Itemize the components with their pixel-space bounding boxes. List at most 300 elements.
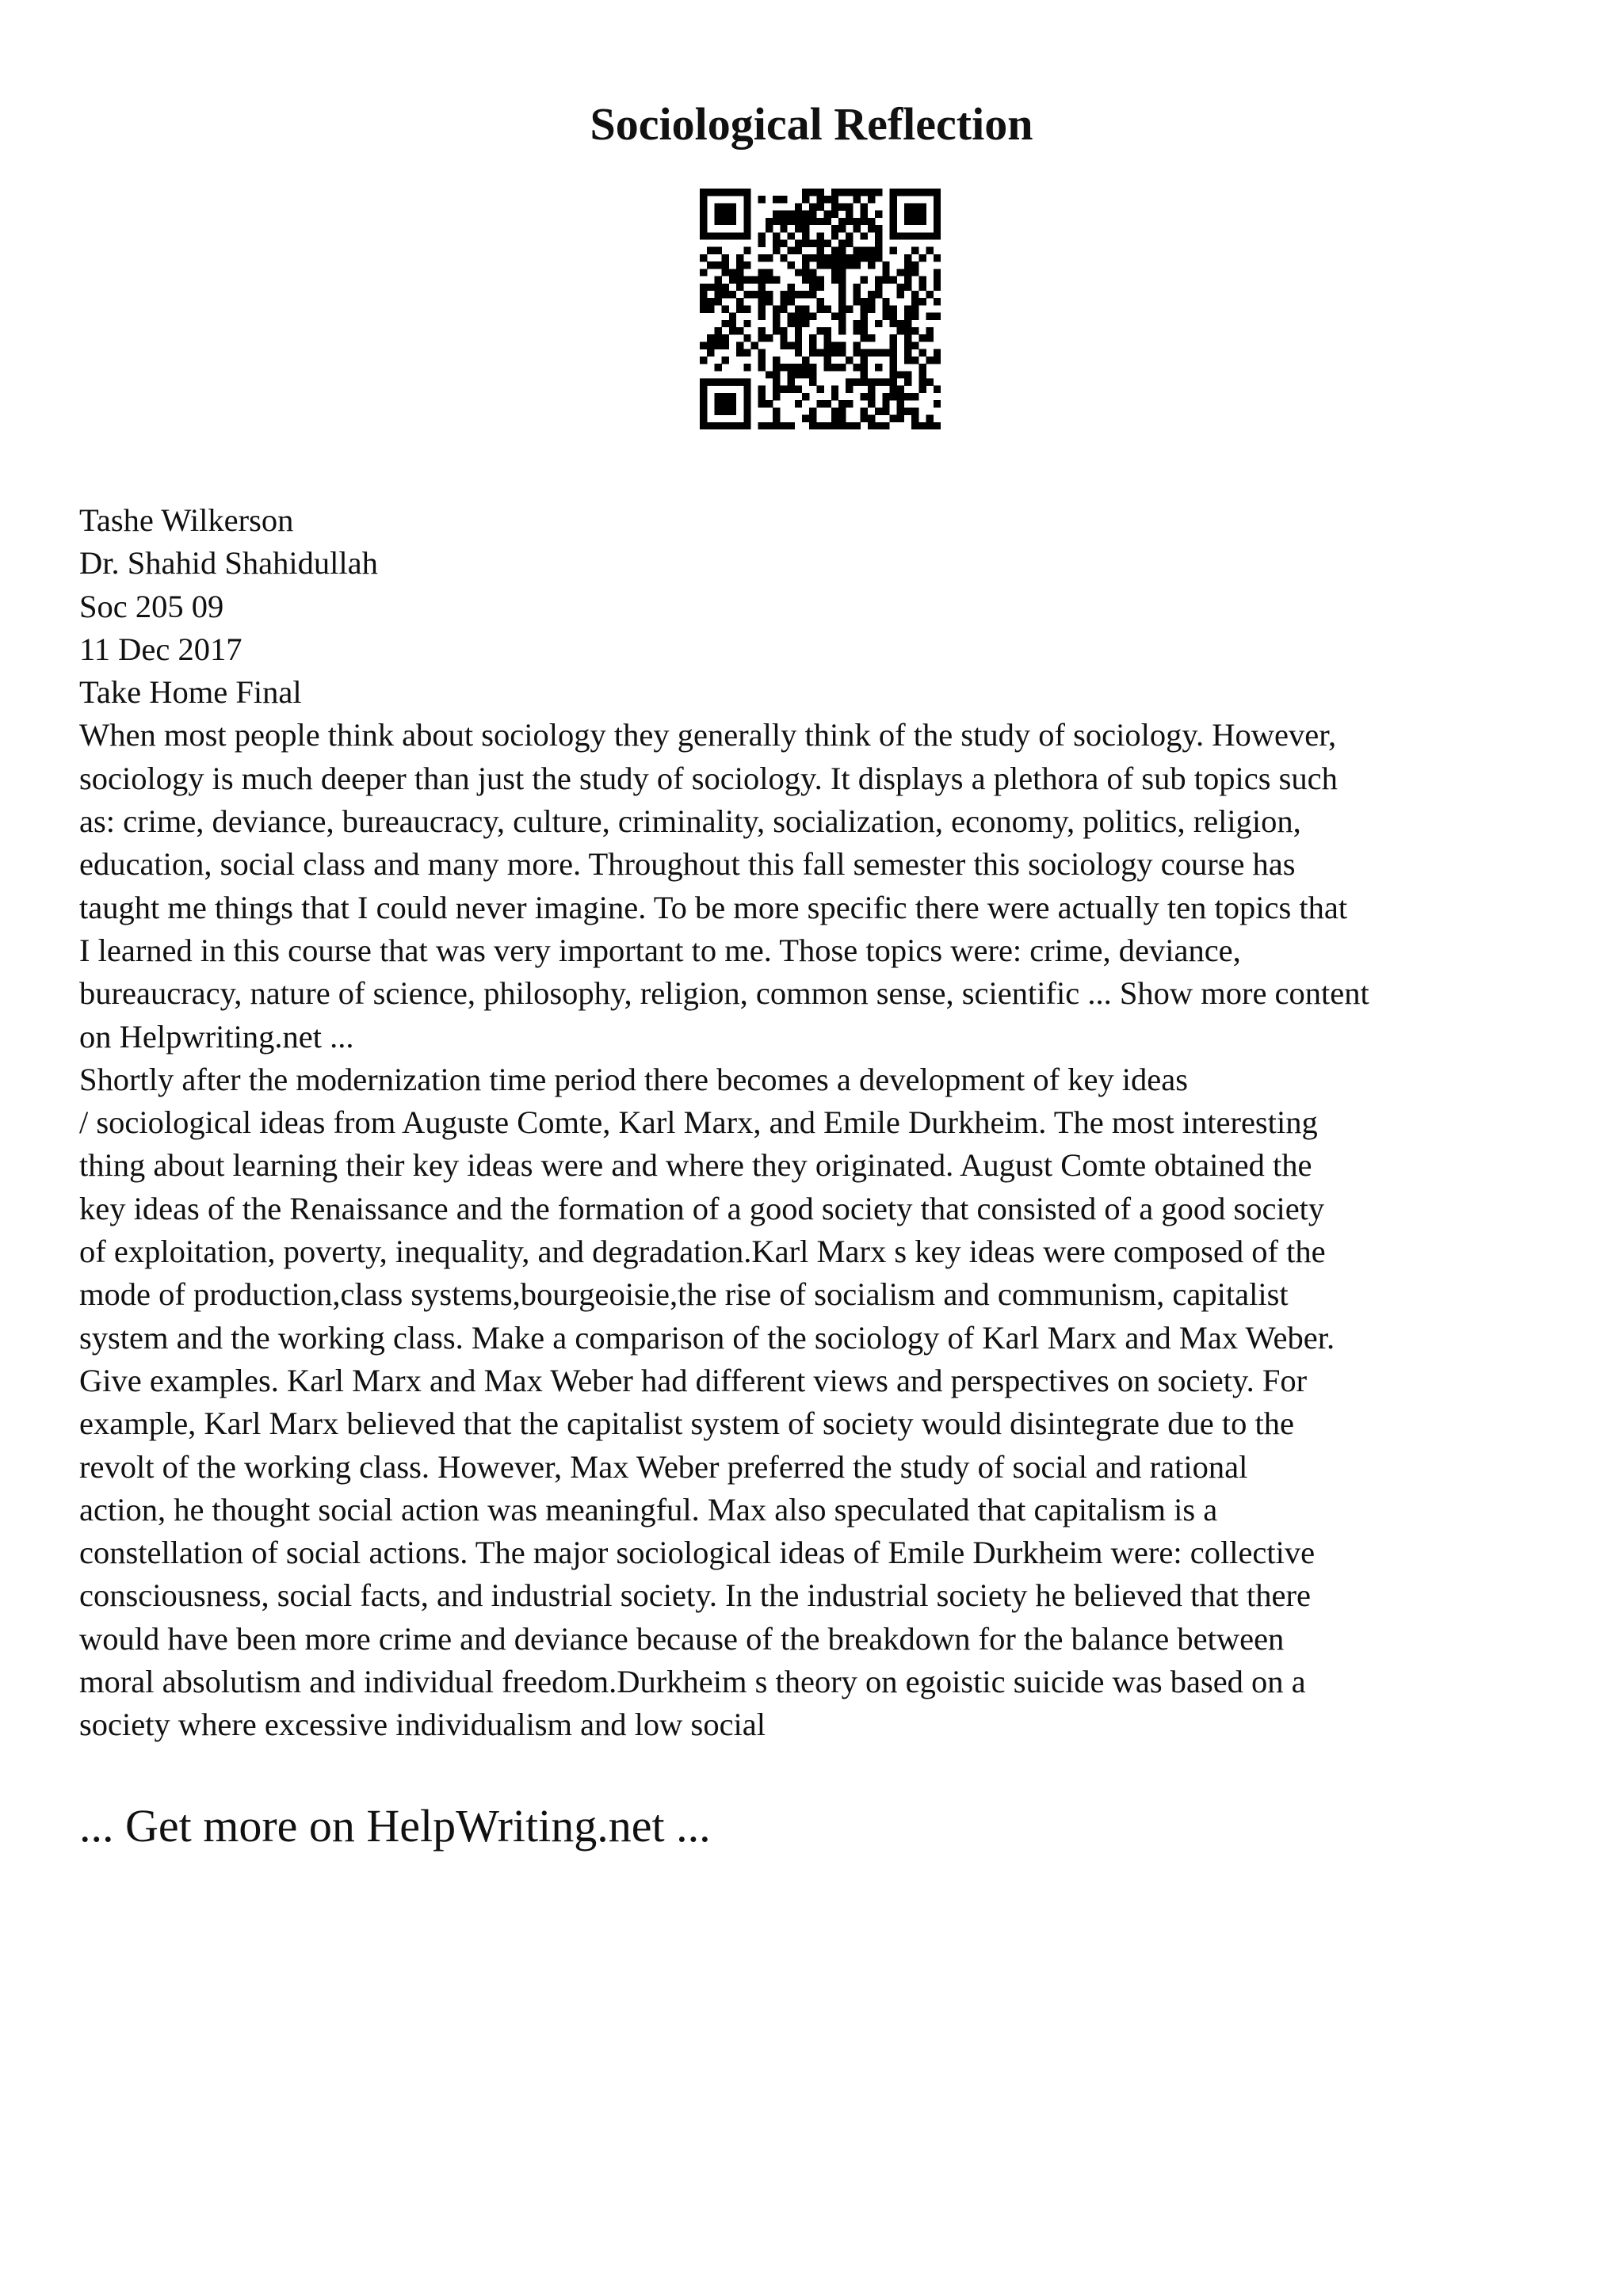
qr-module [729,269,736,276]
qr-module [838,305,846,312]
qr-module [714,400,721,407]
qr-module [816,196,823,203]
qr-module [926,357,934,364]
qr-module [758,313,766,320]
qr-module [729,393,736,400]
qr-module [831,196,838,203]
qr-module [707,305,714,312]
qr-module [743,334,750,341]
qr-module [802,313,809,320]
qr-module [795,247,802,254]
qr-module [838,277,846,284]
qr-module [934,225,941,232]
qr-module [918,386,926,393]
qr-module [882,313,889,320]
qr-module [736,269,743,276]
qr-module [780,341,787,349]
qr-module [758,277,766,284]
qr-module [788,218,795,225]
qr-module [853,218,860,225]
qr-module [911,203,918,210]
qr-module [758,357,766,364]
qr-module [882,407,889,414]
qr-module [861,415,868,422]
qr-module [736,254,743,261]
qr-module [722,261,729,269]
qr-module [795,320,802,327]
qr-module [897,320,904,327]
qr-module [758,298,766,305]
qr-module [700,407,707,414]
qr-module [926,327,934,334]
qr-module [831,225,838,232]
qr-module [904,379,911,386]
qr-module [788,379,795,386]
qr-module [707,349,714,357]
qr-module [714,277,721,284]
show-more-link[interactable]: ... Show more content [1087,975,1369,1012]
qr-module [838,291,846,298]
qr-module [861,298,868,305]
qr-module [802,357,809,364]
qr-module [714,291,721,298]
qr-module [802,254,809,261]
paragraph-2-line: / sociological ideas from Auguste Comte, Karl Marx, and Emile Durkheim. The most interesting [79,1104,1318,1141]
qr-module [934,277,941,284]
qr-module [926,247,934,254]
qr-module [700,379,707,386]
qr-module [911,291,918,298]
qr-module [788,320,795,327]
qr-module [773,386,780,393]
qr-module [773,277,780,284]
qr-module [788,371,795,378]
qr-module [758,232,766,239]
qr-module [861,371,868,378]
qr-module [831,422,838,429]
qr-module [809,422,816,429]
qr-module [766,400,773,407]
qr-module [831,203,838,210]
qr-module [882,422,889,429]
qr-module [809,313,816,320]
qr-module [853,379,860,386]
qr-module [853,364,860,371]
qr-module [743,203,750,210]
qr-module [758,327,766,334]
qr-module [897,371,904,378]
qr-module [816,305,823,312]
qr-module [788,386,795,393]
qr-module [802,320,809,327]
qr-module [743,407,750,414]
qr-module [729,203,736,210]
document-title: Sociological Reflection [590,98,1033,150]
paragraph-2-line: action, he thought social action was meaningful. Max also speculated that capitalism is a [79,1491,1218,1527]
qr-module [707,379,714,386]
qr-module [882,269,889,276]
qr-module [824,305,831,312]
qr-module [802,196,809,203]
qr-module [700,415,707,422]
qr-module [890,189,897,196]
qr-module [780,254,787,261]
qr-module [875,364,882,371]
qr-module [816,261,823,269]
qr-module [868,254,875,261]
qr-module [766,225,773,232]
qr-module [809,189,816,196]
qr-module [846,379,853,386]
qr-module [853,341,860,349]
qr-module [795,269,802,276]
qr-module [824,357,831,364]
qr-module [882,298,889,305]
qr-module [780,211,787,218]
qr-module [758,284,766,291]
qr-module [918,189,926,196]
qr-module [904,218,911,225]
qr-module [736,327,743,334]
qr-module [868,386,875,393]
qr-module [904,407,911,414]
qr-module [802,189,809,196]
qr-module [743,379,750,386]
paragraph-2-line: society where excessive individualism and low social [79,1707,766,1743]
qr-module [838,239,846,246]
qr-module [831,313,838,320]
qr-module [809,218,816,225]
qr-module [729,313,736,320]
qr-module [897,415,904,422]
qr-module [824,254,831,261]
qr-module [816,218,823,225]
qr-module [918,298,926,305]
qr-module [700,357,707,364]
qr-module [853,189,860,196]
qr-module [890,334,897,341]
qr-module [918,254,926,261]
qr-module [758,196,766,203]
qr-module [838,298,846,305]
qr-module [926,291,934,298]
qr-module [700,400,707,407]
qr-module [816,298,823,305]
qr-module [736,305,743,312]
paragraph-2-line: moral absolutism and individual freedom.Durkheim s theory on egoistic suicide was based on a [79,1664,1306,1700]
qr-module [911,189,918,196]
qr-module [795,349,802,357]
qr-module [788,422,795,429]
qr-module [780,291,787,298]
qr-module [773,364,780,371]
qr-module [853,254,860,261]
qr-module [722,379,729,386]
qr-module [766,334,773,341]
qr-module [853,247,860,254]
qr-module [758,239,766,246]
qr-module [838,218,846,225]
qr-module [934,189,941,196]
paragraph-2-line: Shortly after the modernization time period there becomes a development of key ideas [79,1061,1189,1097]
qr-module [890,371,897,378]
qr-module [831,349,838,357]
qr-module [816,203,823,210]
qr-module [831,247,838,254]
qr-module [904,203,911,210]
qr-module [780,364,787,371]
qr-module [934,218,941,225]
qr-module [918,277,926,284]
qr-module [911,232,918,239]
qr-module [714,247,721,254]
qr-module [809,379,816,386]
qr-module [846,203,853,210]
qr-module [816,254,823,261]
qr-module [918,422,926,429]
qr-module [861,203,868,210]
qr-module [773,247,780,254]
qr-module [700,203,707,210]
qr-module [722,254,729,261]
qr-module [802,277,809,284]
qr-module [758,254,766,261]
qr-module [904,261,911,269]
qr-module [934,357,941,364]
qr-module [831,277,838,284]
qr-module [802,364,809,371]
qr-module [816,386,823,393]
paragraph-1-line: as: crime, deviance, bureaucracy, culture, criminality, socialization, economy, politics, religion, [79,803,1301,840]
qr-module [780,334,787,341]
qr-module [904,254,911,261]
qr-module [802,415,809,422]
qr-module [736,232,743,239]
qr-module [750,341,758,349]
qr-module [838,247,846,254]
qr-module [773,379,780,386]
qr-module [758,422,766,429]
qr-module [838,254,846,261]
qr-module [868,422,875,429]
qr-module [816,232,823,239]
qr-module [831,189,838,196]
qr-module [853,422,860,429]
qr-module [824,400,831,407]
qr-module [846,239,853,246]
qr-module [838,269,846,276]
qr-module [911,393,918,400]
qr-module [875,211,882,218]
qr-module [700,386,707,393]
qr-module [846,232,853,239]
paragraph-1-line-text: bureaucracy, nature of science, philosophy, religion, common sense, scientific [79,975,1080,1012]
qr-module [707,284,714,291]
qr-module [729,407,736,414]
qr-module [897,386,904,393]
qr-module [743,261,750,269]
qr-module [766,422,773,429]
qr-module [722,357,729,364]
qr-module [875,320,882,327]
qr-module [853,327,860,334]
qr-module [743,386,750,393]
qr-module [934,400,941,407]
qr-module [788,211,795,218]
qr-module [743,422,750,429]
get-more-link[interactable]: ... Get more on HelpWriting.net ... [79,1800,711,1852]
qr-module [875,407,882,414]
qr-module [809,203,816,210]
qr-module [773,196,780,203]
qr-module [875,232,882,239]
qr-module [831,386,838,393]
qr-module [882,400,889,407]
qr-module [846,400,853,407]
qr-module [824,364,831,371]
qr-module [773,371,780,378]
qr-module [853,349,860,357]
qr-module [934,232,941,239]
qr-module [824,211,831,218]
qr-module [729,320,736,327]
qr-module [795,313,802,320]
qr-module [736,189,743,196]
qr-module [934,269,941,276]
qr-module [926,313,934,320]
qr-module [890,218,897,225]
qr-module [831,393,838,400]
qr-module [780,239,787,246]
qr-module [788,291,795,298]
qr-module [904,211,911,218]
qr-module [897,232,904,239]
qr-module [926,379,934,386]
qr-module [729,422,736,429]
qr-module [714,341,721,349]
qr-module [838,284,846,291]
qr-module [824,422,831,429]
document-body [79,499,1569,1747]
qr-module [838,341,846,349]
qr-module [780,298,787,305]
qr-module [904,305,911,312]
qr-module [890,277,897,284]
qr-module [773,313,780,320]
paragraph-2-line: consciousness, social facts, and industrial society. In the industrial society he believed that there [79,1577,1311,1614]
qr-module [911,341,918,349]
qr-module [714,393,721,400]
qr-module [868,400,875,407]
qr-module [868,379,875,386]
qr-module [743,320,750,327]
qr-module [890,203,897,210]
qr-module [743,305,750,312]
qr-module [868,291,875,298]
qr-module [824,334,831,341]
qr-module [707,247,714,254]
qr-module [809,415,816,422]
qr-module [882,305,889,312]
qr-code[interactable] [700,189,941,429]
qr-module [722,393,729,400]
qr-module [875,254,882,261]
qr-module [809,364,816,371]
qr-module [722,284,729,291]
qr-module [904,327,911,334]
qr-module [714,211,721,218]
qr-module [838,349,846,357]
qr-module [846,357,853,364]
qr-module [934,298,941,305]
qr-module [904,393,911,400]
qr-module [853,320,860,327]
qr-module [831,232,838,239]
qr-module [795,225,802,232]
qr-module [780,225,787,232]
qr-module [838,415,846,422]
paragraph-1-line: education, social class and many more. Throughout this fall semester this sociology course has [79,846,1296,883]
qr-module [722,189,729,196]
qr-module [707,298,714,305]
qr-module [897,269,904,276]
qr-module [766,291,773,298]
qr-module [788,261,795,269]
qr-module [897,327,904,334]
qr-module [795,364,802,371]
qr-module [861,313,868,320]
qr-module [816,349,823,357]
show-more-link-continued[interactable]: on Helpwriting.net ... [79,1018,354,1055]
paragraph-2-line: Give examples. Karl Marx and Max Weber had different views and perspectives on society. For [79,1362,1308,1398]
qr-module [824,341,831,349]
qr-module [934,254,941,261]
qr-module [788,341,795,349]
qr-module [926,422,934,429]
qr-module [758,400,766,407]
qr-module [890,349,897,357]
qr-module [868,196,875,203]
qr-module [736,298,743,305]
qr-module [743,400,750,407]
qr-module [802,305,809,312]
qr-module [773,407,780,414]
qr-module [838,364,846,371]
qr-module [758,393,766,400]
qr-module [722,400,729,407]
qr-module [918,211,926,218]
qr-module [773,320,780,327]
qr-module [897,393,904,400]
qr-module [838,261,846,269]
qr-module [809,239,816,246]
qr-module [904,269,911,276]
qr-module [890,225,897,232]
qr-module [773,422,780,429]
qr-module [838,400,846,407]
qr-module [875,349,882,357]
qr-module [861,393,868,400]
course-code: Soc 205 09 [79,588,224,624]
qr-module [890,379,897,386]
qr-module [868,189,875,196]
paragraph-1-line: taught me things that I could never imagine. To be more specific there were actually ten topics that [79,889,1348,925]
qr-module [700,232,707,239]
qr-module [911,298,918,305]
qr-module [802,232,809,239]
qr-module [861,349,868,357]
qr-module [700,422,707,429]
